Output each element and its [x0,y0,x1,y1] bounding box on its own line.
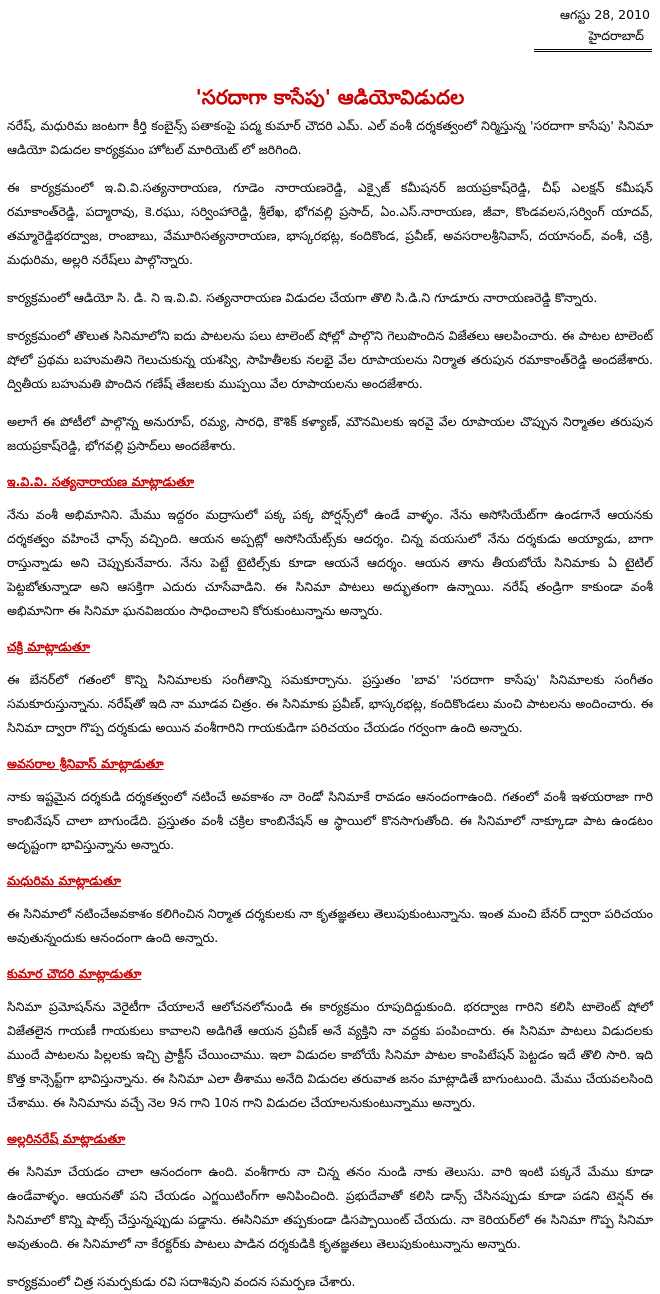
speaker-heading-madhurima: మధురిమ మాట్లాడుతూ [7,873,121,888]
speech-evv: నేను వంశీ అభిమానిని. మేము ఇద్దరం మద్రాసులో పక్క పక్క పోర్షన్స్‌లో ఉండే వాళ్ళం. నేను అసోసియేట్‌గా ఉండగానే ఆయనకు దర్శకత్వం వహించే ఛాన్స్ వచ్చింది. ఆయన అప్పట్లో అసోసియేట్స్‌కు ఆదర్శం. చిన్న వయసులో నేను దర్శకుడు అయ్యాడు, బాగా రాస్తున్నాడు అని చెప్పుకునేవారు. నేను పెట్టే టైటిల్స్‌కు కూడా ఆయనే ఆదర్శం. ఆయన తాను తీయబోయే సినిమాకు ఏ టైటిల్ పెట్టబోతున్నాడా అని ఆసక్తిగా ఎదురు చూసేవాడిని. ఈ సినిమా పాటలు అద్భుతంగా ఉన్నాయి. నరేష్ తండ్రిగా కాకుండా వంశీ అభిమానిగా ఈ సినిమా ఘనవిజయం సాధించాలని కోరుకుంటున్నాను అన్నారు. [7,507,653,618]
intro-paragraph-2: ఈ కార్యక్రమంలో ఇ.వి.వి.సత్యనారాయణ, గూడెం నారాయణరెడ్డి, ఎక్సైజ్ కమీషనర్ జయప్రకాష్‌రెడ్డి, చీఫ్ ఎలక్షన్ కమీషన్ రమాకాంత్‌రెడ్డి, పద్మారావు, కె.రఘు, సర్వింహారెడ్డి, శ్రీలేఖ, భోగవల్లి ప్రసాద్, ఏం.ఎస్.నారాయణ, జీవా, కొండవలస,సర్వింగ్ యాదవ్, తమ్మారెడ్డిభరద్వాజ, రాంబాబు, వేమూరిసత్యనారాయణ, భాస్కరభట్ల, కందికొండ, ప్రవీణ్, అవసరాలశ్రీనివాస్, దయానంద్, వంశీ, చక్రి, మధురిమ, అల్లరి నరేష్‌లు పాల్గొన్నారు. [7,180,653,267]
intro-paragraph-5: అలాగే ఈ పోటీలో పాల్గొన్న అనురూప్, రమ్య, సారధి, కౌశిక్ కళ్యాణ్, మౌనమిలకు ఇరవై వేల రూపాయల చొప్పున నిర్మాతల తరుపున జయప్రకాష్‌రెడ్డి, భోగవల్లి ప్రసాద్‌లు అందజేశారు. [7,414,653,453]
article-title: 'సరదాగా కాసేపు' ఆడియోవిడుదల [195,85,465,110]
article-body [7,114,653,1294]
article-location: హైదరాబాద్ [588,28,644,43]
speaker-heading-kumara-chowdary: కుమార చౌదరి మాట్లాడుతూ [7,966,142,981]
location-underline [534,49,652,50]
intro-paragraph-3: కార్యక్రమంలో ఆడియో సి. డి. ని ఇ.వి.వి. సత్యనారాయణ విడుదల చేయగా తొలి సి.డి.ని గూడూరు నారాయణరెడ్డి కొన్నారు. [7,290,598,305]
intro-paragraph-4: కార్యక్రమంలో తొలుత సినిమాలోని ఐదు పాటలను పలు టాలెంట్ షోల్లో పాల్గొని గెలుపొందిన విజేతలు ఆలపించారు. ఈ పాటల టాలెంట్ షోలో ప్రథమ బహుమతిని గెలుచుకున్న యశస్వి, సాహితీలకు నలభై వేల రూపాయలను నిర్మాత తరుపున రమాకాంత్‌రెడ్డి అందజేశారు. ద్వితీయ బహుమతి పొందిన గణేష్ తేజలకు ముప్పయి వేల రూపాయలను అందజేశారు. [7,328,653,391]
intro-paragraph-1: నరేష్, మధురిమ జంటగా కీర్తి కంబైన్స్ పతాకంపై పద్మ కుమార్ చౌదరి ఎమ్. ఎల్ వంశీ దర్శకత్వంలో నిర్మిస్తున్న 'సరదాగా కాసేపు' సినిమా ఆడియో విడుదల కార్యక్రమం హోటల్ మారియెట్ లో జరిగింది. [7,118,653,157]
speaker-heading-avasarala: అవసరాల శ్రీనివాస్ మాట్లాడుతూ [7,756,164,771]
speech-avasarala: నాకు ఇష్టమైన దర్శకుడి దర్శకత్వంలో నటించే అవకాశం నా రెండో సినిమాకే రావడం ఆనందంగాఉంది. గతంలో వంశీ ఇళయరాజా గారి కాంబినేషన్ చాలా బాగుండేది. ప్రస్తుతం వంశీ చక్రిల కాంబినేషన్ ఆ స్థాయిలో కొనసాగుతోంది. ఈ సినిమాలో నాక్కూడా పాట ఉండటం అదృష్టంగా భావిస్తున్నాను అన్నారు. [7,789,653,852]
location-underline-second [534,51,652,52]
speaker-heading-allari-naresh: అల్లరినరేష్ మాట్లాడుతూ [7,1131,126,1146]
closing-paragraph: కార్యక్రమంలో చిత్ర సమర్పకుడు రవి సదాశివుని వందన సమర్పణ చేశారు. [7,1274,356,1289]
speech-chakri: ఈ బేనర్‌లో గతంలో కొన్ని సినిమాలకు సంగీతాన్ని సమకూర్చాను. ప్రస్తుతం 'బావ' 'సరదాగా కాసేపు' సినిమాలకు సంగీతం సమకూరుస్తున్నాను. నరేష్‌తో ఇది నా మూడవ చిత్రం. ఈ సినిమాకు ప్రవీణ్, భాస్కరభట్ల, కందికొండలు మంచి పాటలను అందించారు. ఈ సినిమా ద్వారా గొప్ప దర్శకుడు అయిన వంశీగారిని గాయకుడిగా పరిచయం చేయడం గర్వంగా ఉంది అన్నారు. [7,672,653,735]
speech-allari-naresh: ఈ సినిమా చేయడం చాలా ఆనందంగా ఉంది. వంశీగారు నా చిన్న తనం నుండి నాకు తెలుసు. వారి ఇంటి పక్కనే మేము కూడా ఉండేవాళ్ళం. ఆయనతో పని చేయడం ఎగ్జయిటింగ్‌గా అనిపించింది. ప్రభుదేవాతో కలిసి డాన్స్ చేసినప్పుడు కూడా పడని టెన్షన్ ఈ సినిమాలో కొన్ని షాట్స్ చేస్తున్నప్పుడు పడ్డాను. ఈసినిమా తప్పకుండా డిసప్పాయింట్ చేయదు. నా కెరియర్‌లో ఈ సినిమా గొప్ప సినిమా అవుతుంది. ఈ సినిమాలో నా కేరక్టర్‌కు పాటలు పాడిన దర్శకుడికి కృతజ్ఞతలు తెలుపుకుంటున్నాను అన్నారు. [7,1164,653,1251]
speech-kumara-chowdary: సినిమా ప్రమోషన్‌ను వెరైటీగా చేయాలనే ఆలోచనలోనుండి ఈ కార్యక్రమం రూపుదిద్దుకుంది. భరద్వాజ గారిని కలిసి టాలెంట్ షోలో విజేతలైన గాయణీ గాయకులు కావాలని అడిగితే ఆయన ప్రవీణ్ అనే వ్యక్తిని నా వద్దకు పంపించారు. ఈ సినిమా పాటలు విడుదలకు ముందే పాటలను పిల్లలకు ఇచ్చి ప్రాక్టీస్ చేయించాము. ఇలా విడుదల కాబోయే సినిమా పాటల కాంపిటేషన్ పెట్టడం ఇదే తొలి సారి. ఇది కొత్త కాన్సెప్ట్‌గా భావిస్తున్నాను. ఈ సినిమా ఎలా తీశాము అనేది విడుదల తరువాత జనం మాట్లాడితే బాగుంటుంది. మేము చేయవలసింది చేశాము. ఈ సినిమాను వచ్చే నెల 9న గాని 10న గాని విడుదల చేయాలనుకుంటున్నాము అన్నారు. [7,999,653,1110]
speaker-heading-evv: ఇ.వి.వి. సత్యనారాయణ మాట్లాడుతూ [7,474,195,489]
speaker-heading-chakri: చక్రి మాట్లాడుతూ [7,639,90,654]
speech-madhurima: ఈ సినిమాలో నటించేఅవకాశం కలిగించిన నిర్మాత దర్శకులకు నా కృతజ్ఞతలు తెలుపుకుంటున్నాను. ఇంత మంచి బేనర్ ద్వారా పరిచయం అవుతున్నందుకు ఆనందంగా ఉంది అన్నారు. [7,906,653,945]
article-date: ఆగస్టు 28, 2010 [559,7,650,22]
